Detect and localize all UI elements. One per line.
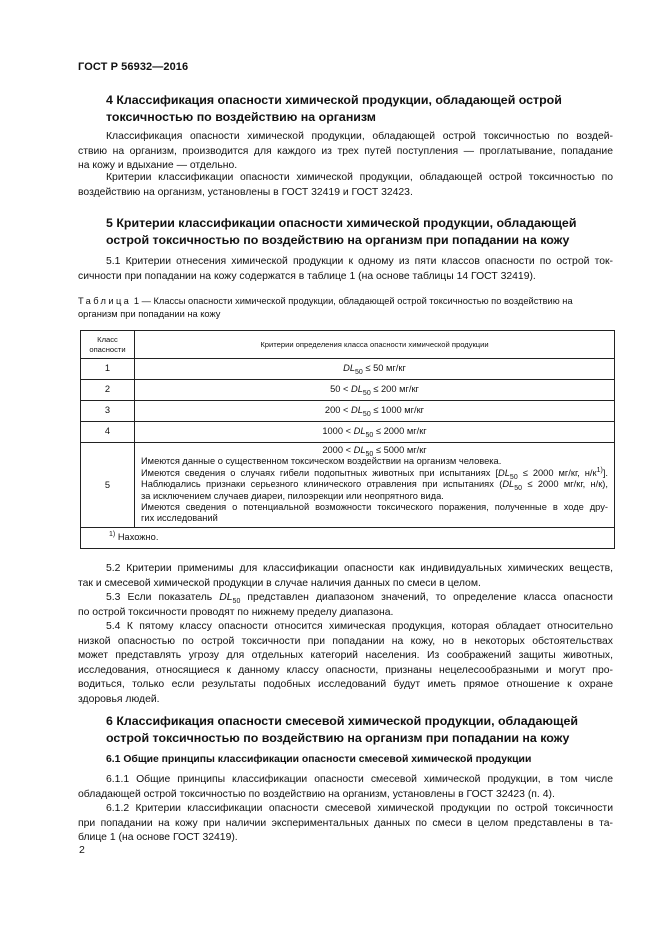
section-4-title-line: токсичностью по воздействию на организм <box>106 110 376 124</box>
text-line: может представлять угрозу для отдельных категорий населения. Из соображений защиты животных, <box>78 650 613 662</box>
cell-text: гих исследований <box>141 513 218 524</box>
hazard-class-table <box>80 330 615 549</box>
table-header-class <box>81 331 135 359</box>
section-4-paragraph-1 <box>78 130 613 174</box>
table-cell-criteria <box>135 443 615 528</box>
table-row <box>81 422 615 443</box>
text-line: 5.2 Критерии применимы для классификации опасности как индивидуальных химических веществ, <box>106 563 613 574</box>
text-line: ствию на организм, производится для каждого из трех путей поступления — проглатывание, попадание <box>78 145 613 157</box>
text-span: 5.3 Если показатель <box>106 592 220 603</box>
section-5-paragraph-1 <box>78 255 613 284</box>
table-row <box>81 359 615 380</box>
section-5-title <box>106 215 616 249</box>
table-row <box>81 401 615 422</box>
cell-text: DL <box>351 405 363 416</box>
cell-text: 2000 < <box>322 445 354 455</box>
section-4-paragraph-2 <box>78 171 613 200</box>
text-line: сичности при попадании на кожу содержатся в таблице 1 (на основе таблицы 14 ГОСТ 32419). <box>78 270 536 282</box>
cell-text: DL <box>353 445 366 455</box>
paragraph-6-1-1 <box>78 773 613 802</box>
text-line: Классификация опасности химической продукции, обладающей острой токсичностью по воздей- <box>106 131 613 142</box>
text-line: на кожу и вдыхание — отдельно. <box>78 160 238 172</box>
page-number: 2 <box>79 844 85 856</box>
cell-text: Имеются сведения о случаях гибели подопытных животных при испытаниях [ <box>141 467 499 478</box>
text-line: исследования, относящиеся к данному классу опасности, признаны нецелесообразными и могут про- <box>78 664 613 676</box>
table-footnote-row <box>81 527 615 548</box>
document-code: ГОСТ Р 56932—2016 <box>78 61 189 73</box>
paragraph-6-1-2 <box>78 802 613 846</box>
cell-text: 50 <box>509 473 518 481</box>
cell-text: 50 <box>362 411 371 419</box>
header-text: опасности <box>89 344 126 354</box>
cell-text: DL <box>502 479 515 490</box>
section-6-title <box>106 713 616 747</box>
cell-text: 1000 < <box>322 426 354 437</box>
cell-text: 50 <box>514 485 522 493</box>
table-cell-class: 4 <box>81 422 135 443</box>
text-line: 5.4 К пятому классу опасности относится химическая продукция, которая обладает относительно <box>106 621 613 632</box>
cell-text: ]. <box>602 467 608 478</box>
section-6-title-line: 6 Классификация опасности смесевой химической продукции, обладающей <box>106 714 578 728</box>
table-row <box>81 443 615 528</box>
section-5-title-line: 5 Критерии классификации опасности химической продукции, обладающей <box>106 216 577 230</box>
cell-text: 200 < <box>324 405 352 416</box>
cell-text: DL <box>343 363 356 374</box>
cell-text: DL <box>353 426 366 437</box>
paragraph-5-2 <box>78 562 613 591</box>
section-5-title-line: острой токсичностью по воздействию на организм при попадании на кожу <box>106 233 570 247</box>
footnote-mark: 1) <box>109 531 116 539</box>
cell-text: Имеются данные о существенном токсическом воздействии на организм человека. <box>141 456 502 467</box>
cell-text: Имеются сведения о потенциальной возможности токсического поражения, полученные в ходе дру- <box>141 502 608 513</box>
cell-text: Наблюдались признаки серьезного клинического отравления при испытаниях ( <box>141 479 503 490</box>
table-caption-text: 1 — Классы опасности химической продукции, обладающей острой токсичностью по воздействию на <box>131 296 573 306</box>
table-header-criteria: Критерии определения класса опасности химической продукции <box>135 331 615 359</box>
table-cell-criteria <box>135 422 615 443</box>
text-line: 5.1 Критерии отнесения химической продукции к одному из пяти классов опасности по острой ток- <box>106 256 613 267</box>
table-caption <box>78 295 618 320</box>
text-span: 50 <box>232 598 241 606</box>
text-line: воздействию на организм, установлены в ГОСТ 32419 и ГОСТ 32423. <box>78 186 413 198</box>
table-footnote <box>81 527 615 548</box>
text-line: 6.1.2 Критерии классификации опасности смесевой химической продукции по острой токсичности <box>106 803 613 814</box>
table-cell-criteria <box>135 359 615 380</box>
text-line: блице 1 (на основе ГОСТ 32419). <box>78 832 238 844</box>
section-4-title <box>106 92 616 126</box>
text-line: Критерии классификации опасности химической продукции, обладающей острой токсичностью по <box>106 172 613 183</box>
cell-text: ≤ 2000 мг/кг, н/к), <box>522 479 608 490</box>
cell-text: 50 <box>365 432 374 440</box>
table-cell-class: 2 <box>81 380 135 401</box>
cell-text: ≤ 2000 мг/кг, н/к <box>517 467 597 478</box>
cell-text: ≤ 2000 мг/кг <box>373 426 427 437</box>
cell-text <box>141 445 608 456</box>
text-line: по острой токсичности проводят по нижнему пределу диапазона. <box>78 606 394 618</box>
table-caption-text: организм при попадании на кожу <box>78 308 221 319</box>
table-caption-label: Таблица <box>78 296 132 306</box>
paragraph-5-3 <box>78 591 613 620</box>
cell-text: ≤ 5000 мг/кг <box>373 445 427 455</box>
table-cell-class: 5 <box>81 443 135 528</box>
cell-text: 50 <box>365 450 374 458</box>
cell-text: 50 <box>362 390 371 398</box>
text-line: здоровья людей. <box>78 693 160 705</box>
cell-text <box>141 479 608 493</box>
text-line: 6.1.1 Общие принципы классификации опасности смесевой химической продукции, в том числе <box>106 774 613 785</box>
cell-text <box>141 468 608 479</box>
text-line: при попадании на кожу при наличии экспериментальных данных по смеси в целом представлены в та- <box>78 817 613 829</box>
text-line: так и смесевой химической продукции в случае наличия данных по смеси в целом. <box>78 577 481 589</box>
text-line <box>78 591 613 606</box>
cell-text: DL <box>351 384 363 395</box>
table-header-row <box>81 331 615 359</box>
section-4-title-line: 4 Классификация опасности химической продукции, обладающей острой <box>106 93 562 107</box>
header-text: Класс <box>97 335 118 344</box>
text-span: DL <box>219 592 233 603</box>
table-row <box>81 380 615 401</box>
text-line: низкой опасностью по острой токсичности при попадании на кожу, но в некоторых обстоятельствах <box>78 635 613 647</box>
cell-text: ≤ 200 мг/кг <box>370 384 419 395</box>
paragraph-5-4 <box>78 620 613 708</box>
footnote-text: Нахожно. <box>115 532 159 543</box>
cell-text: ≤ 1000 мг/кг <box>370 405 425 416</box>
table-cell-criteria <box>135 401 615 422</box>
cell-text: 1) <box>596 466 603 474</box>
section-6-title-line: острой токсичностью по воздействию на организм при попадании на кожу <box>106 731 570 745</box>
cell-text: 50 <box>355 369 363 377</box>
text-line: водиться, только если результаты подобных исследований будут иметь прямое отношение к охране <box>78 679 613 691</box>
cell-text: 50 < <box>330 384 352 395</box>
cell-text: DL <box>498 467 510 478</box>
text-span: представлен диапазоном значений, то определение класса опасности <box>240 592 613 603</box>
cell-text: ≤ 50 мг/кг <box>362 363 406 374</box>
subsection-6-1-title: 6.1 Общие принципы классификации опасности смесевой химической продукции <box>106 754 532 765</box>
table-cell-criteria <box>135 380 615 401</box>
table-cell-class: 3 <box>81 401 135 422</box>
text-line: обладающей острой токсичностью по воздействию на организм, установлены в ГОСТ 32423 (п. 4). <box>78 788 555 800</box>
table-cell-class: 1 <box>81 359 135 380</box>
cell-text: за исключением случаев диареи, пилоэрекции или неопрятного вида. <box>141 490 444 501</box>
